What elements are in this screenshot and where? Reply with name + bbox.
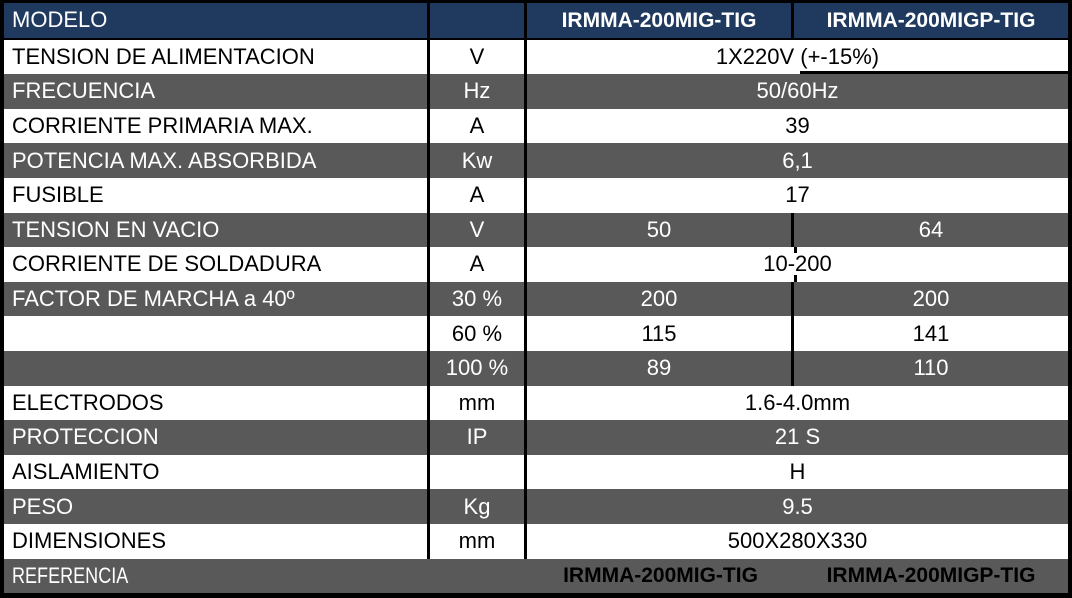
row-value-text: 10-200: [760, 253, 835, 275]
row-potencia-absorbida: [4, 143, 1068, 178]
row-value: 500X280X330: [727, 528, 868, 554]
row-label: FACTOR DE MARCHA a 40º: [4, 282, 430, 317]
header-model-2: IRMMA-200MIGP-TIG: [826, 8, 1036, 32]
row-label: TENSION EN VACIO: [4, 213, 430, 248]
row-value: 17: [785, 182, 810, 208]
row-unit: Kg: [430, 489, 527, 524]
row-label: PROTECCION: [4, 420, 430, 455]
row-label: [4, 316, 430, 351]
row-tension-vacio: [4, 213, 1068, 248]
row-unit: A: [430, 109, 527, 144]
row-fusible: [4, 178, 1068, 213]
row-electrodos: [4, 386, 1068, 421]
row-value: 9.5: [782, 493, 813, 519]
row-peso: [4, 489, 1068, 524]
row-value-model-1: 200: [527, 282, 794, 317]
row-unit: mm: [430, 386, 527, 421]
row-unit: Hz: [430, 74, 527, 109]
row-corriente-primaria: [4, 109, 1068, 144]
row-unit: 60 %: [430, 316, 527, 351]
row-proteccion: [4, 420, 1068, 455]
row-factor-marcha-100: [4, 351, 1068, 386]
row-value: 50/60Hz: [756, 78, 839, 104]
row-label: TENSION DE ALIMENTACION: [4, 40, 430, 75]
header-row: [4, 3, 1068, 40]
row-value: 39: [785, 113, 810, 139]
row-label: CORRIENTE DE SOLDADURA: [4, 247, 430, 282]
row-unit: V: [430, 40, 527, 75]
row-unit: [430, 455, 527, 490]
row-unit: IP: [430, 420, 527, 455]
reference-label: REFERENCIA: [12, 562, 129, 588]
row-unit: 30 %: [430, 282, 527, 317]
row-label: FUSIBLE: [4, 178, 430, 213]
row-value-model-1: 115: [527, 316, 794, 351]
row-value: 1.6-4.0mm: [744, 389, 851, 415]
row-unit: Kw: [430, 143, 527, 178]
row-label: ELECTRODOS: [4, 386, 430, 421]
reference-label-cell: [4, 559, 527, 594]
reference-model-1: IRMMA-200MIG-TIG: [563, 564, 758, 588]
row-value: 21 S: [774, 424, 821, 450]
row-value: 6,1: [782, 147, 813, 173]
row-value: [527, 247, 1068, 282]
row-unit: 100 %: [430, 351, 527, 386]
row-value-model-1: 89: [527, 351, 794, 386]
row-value-model-1: 50: [527, 213, 794, 248]
reference-row: [4, 559, 1068, 594]
row-value-model-2: 141: [912, 320, 950, 346]
row-unit: A: [430, 247, 527, 282]
row-factor-marcha-60: [4, 316, 1068, 351]
row-label: DIMENSIONES: [4, 524, 430, 559]
row-unit: A: [430, 178, 527, 213]
row-value-model-2: 200: [912, 286, 950, 312]
row-corriente-soldadura: [4, 247, 1068, 282]
row-aislamiento: [4, 455, 1068, 490]
row-value: [527, 40, 1068, 75]
row-value-model-2: 110: [913, 355, 949, 381]
reference-model-2: IRMMA-200MIGP-TIG: [826, 564, 1036, 588]
row-label: POTENCIA MAX. ABSORBIDA: [4, 143, 430, 178]
row-unit: V: [430, 213, 527, 248]
header-label-modelo: MODELO: [4, 3, 430, 38]
row-label: PESO: [4, 489, 430, 524]
row-tension-alimentacion: [4, 40, 1068, 75]
row-dimensiones: [4, 524, 1068, 559]
row-value-model-2: 64: [918, 216, 944, 242]
row-label: CORRIENTE PRIMARIA MAX.: [4, 109, 430, 144]
row-label: FRECUENCIA: [4, 74, 430, 109]
row-value-text: 1X220V (+-15%): [715, 43, 880, 69]
row-value: H: [789, 459, 806, 485]
row-frecuencia: [4, 74, 1068, 109]
header-model-1: IRMMA-200MIG-TIG: [527, 3, 794, 38]
row-label: [4, 351, 430, 386]
row-unit: mm: [430, 524, 527, 559]
spec-table-grid: [4, 3, 1068, 593]
row-factor-marcha-30: [4, 282, 1068, 317]
header-unit-cell: [430, 3, 527, 38]
row-label: AISLAMIENTO: [4, 455, 430, 490]
